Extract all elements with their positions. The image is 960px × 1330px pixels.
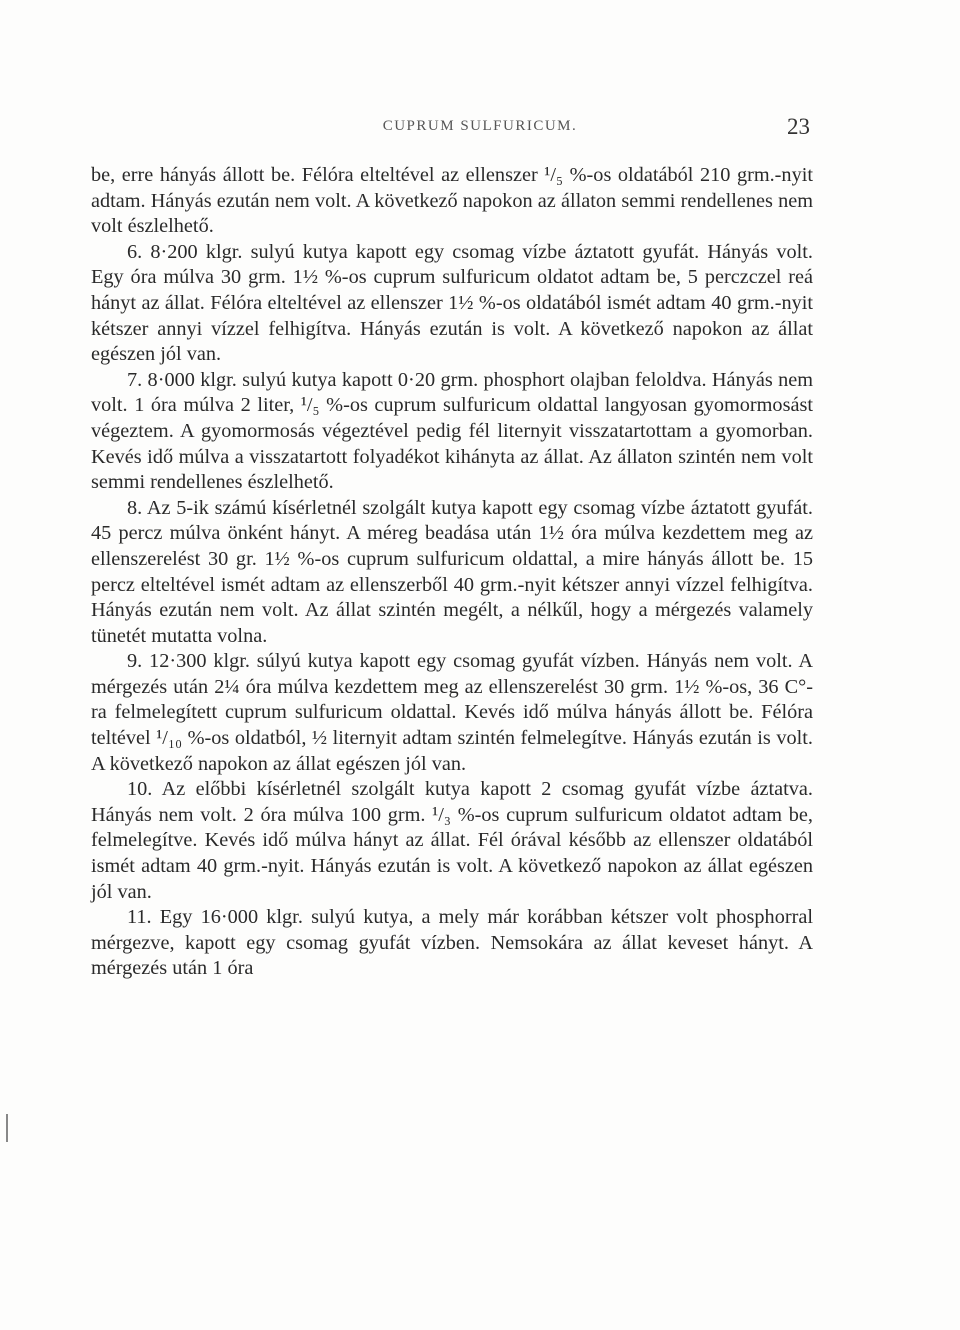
running-title: CUPRUM SULFURICUM. [382,118,578,134]
paragraph-experiment-7: 7. 8·000 klgr. sulyú kutya kapott 0·20 grm. phosphort olajban feloldva. Hányás nem volt. 1 óra múlva 2 liter, ¹/₅ %-os cuprum sulfuricum oldattal langyosan gyomormosást végeztem. A gyomormosás végeztével pedig fél liternyit visszatartottam a gyomorban. Kevés idő múlva a visszatartott folyadékot kihányta az állat. Az állaton szintén nem volt semmi rendellenes észlelhető. [91,368,813,494]
body-text [91,163,813,982]
paragraph-experiment-10: 10. Az előbbi kísérletnél szolgált kutya kapott 2 csomag gyufát vízbe áztatva. Hányás nem volt. 2 óra múlva 100 grm. ¹/₃ %-os cuprum sulfuricum oldatot adtam be, felmelegítve. Kevés idő múlva hányt az állat. Fél órával később az ellenszer oldatából ismét adtam 40 grm.-nyit. Hányás ezután is volt. A következő napokon az állat egészen jól van. [91,778,813,903]
paragraph-continuation: be, erre hányás állott be. Félóra elteltével az ellenszer ¹/₅ %-os oldatából 210 grm.-nyit adtam. Hányás ezután nem volt. A következő napokon az állaton semmi rendellenes nem volt észlelhető. [91,164,813,238]
paragraph-experiment-11: 11. Egy 16·000 klgr. sulyú kutya, a mely már korábban kétszer volt phosphorral mérgezve, kapott egy csomag gyufát vízben. Nemsokára az állat keveset hányt. A mérgezés után 1 óra [91,906,813,980]
paragraph-experiment-6: 6. 8·200 klgr. sulyú kutya kapott egy csomag vízbe áztatott gyufát. Hányás volt. Egy óra múlva 30 grm. 1½ %-os cuprum sulfuricum oldatot adtam be, 5 perczczel reá hányt az állat. Félóra elteltével az ellenszer 1½ %-os oldatából ismét adtam 40 grm.-nyit kétszer annyi vízzel felhigítva. Hányás ezután is volt. A következő napokon az állat egészen jól van. [91,240,813,366]
running-head [0,114,960,144]
paragraph-experiment-8: 8. Az 5-ik számú kísérletnél szolgált kutya kapott egy csomag vízbe áztatott gyufát. 45 percz múlva önként hányt. A méreg beadása után 1½ óra múlva kezdettem meg az ellenszerelést 30 gr. 1½ %-os cuprum sulfuricum oldattal, a mire hányás állott be. 15 percz elteltével ismét adtam az ellenszerből 40 grm.-nyit kétszer annyi vízzel felhigítva. Hányás ezután nem volt. Az állat szintén megélt, a nélkűl, hogy a mérgezés valamely tünetét mutatta volna. [91,496,813,647]
page-number: 23 [787,114,810,139]
margin-scan-mark [6,1114,8,1142]
paragraph-experiment-9: 9. 12·300 klgr. súlyú kutya kapott egy csomag gyufát vízben. Hányás nem volt. A mérgezés után 2¼ óra múlva kezdettem meg az ellenszerelést 30 grm. 1½ %-os, 36 C°-ra felmelegített cuprum sulfuricum oldattal. Kevés idő múlva hányás állott be. Félóra teltével ¹/₁₀ %-os oldatból, ½ liternyit adtam szintén felmelegítve. Hányás ezután is volt. A következő napokon az állat egészen jól van. [91,650,813,775]
